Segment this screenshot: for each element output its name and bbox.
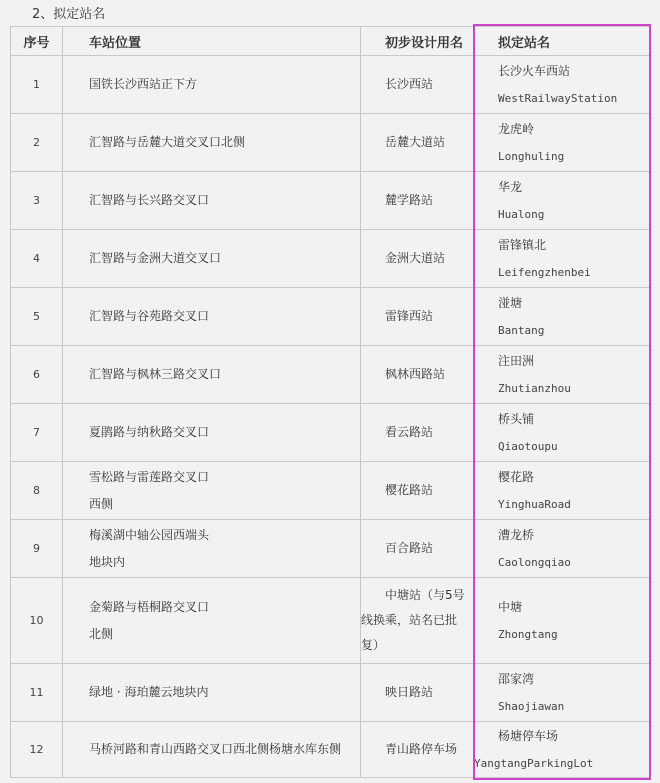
row-station-name: [474, 172, 650, 230]
station-zh: 龙虎岭: [498, 122, 535, 136]
row-station-name: [474, 56, 650, 114]
row-location: 汇智路与岳麓大道交叉口北侧: [63, 114, 361, 172]
table-row: [11, 664, 650, 722]
row-prelim-name: 枫林西路站: [361, 346, 474, 404]
station-zh: 邵家湾: [498, 672, 535, 686]
row-station-name: [474, 114, 650, 172]
row-num: 8: [11, 462, 63, 520]
row-prelim-name: 百合路站: [361, 520, 474, 578]
station-name-table: [10, 26, 650, 778]
location-line: 西侧: [89, 496, 114, 511]
row-prelim-name: 雷锋西站: [361, 288, 474, 346]
prelim-line: 线换乘，站名已批: [361, 613, 458, 627]
row-num: 10: [11, 578, 63, 664]
row-num: 3: [11, 172, 63, 230]
row-station-name: [474, 462, 650, 520]
row-num: 7: [11, 404, 63, 462]
table-row: [11, 404, 650, 462]
row-prelim-name: 岳麓大道站: [361, 114, 474, 172]
row-num: 11: [11, 664, 63, 722]
location-line: 雪松路与雷莲路交叉口: [89, 469, 210, 484]
location-line: 地块内: [89, 554, 126, 569]
location-line: 北侧: [89, 626, 114, 641]
station-en: Bantang: [498, 324, 545, 337]
row-station-name: [474, 520, 650, 578]
row-location: 马桥河路和青山西路交叉口西北侧杨塘水库东侧: [63, 722, 361, 778]
row-location: 汇智路与长兴路交叉口: [63, 172, 361, 230]
header-station-name: 拟定站名: [474, 27, 650, 56]
row-prelim-name: 青山路停车场: [361, 722, 474, 778]
row-prelim-name: 映日路站: [361, 664, 474, 722]
row-location: 夏鹃路与纳秋路交叉口: [63, 404, 361, 462]
station-zh: 注田洲: [498, 354, 535, 368]
station-zh: 樱花路: [498, 470, 535, 484]
table-row: [11, 346, 650, 404]
row-location: [63, 462, 361, 520]
station-en: Caolongqiao: [498, 556, 571, 569]
row-num: 6: [11, 346, 63, 404]
station-en: Qiaotoupu: [498, 440, 558, 453]
header-prelim-name: 初步设计用名: [361, 27, 474, 56]
table-row: [11, 56, 650, 114]
row-location: [63, 578, 361, 664]
header-location: 车站位置: [63, 27, 361, 56]
station-zh: 中塘: [498, 600, 523, 614]
row-station-name: [474, 578, 650, 664]
row-location: 绿地 · 海珀麓云地块内: [63, 664, 361, 722]
row-location: 国铁长沙西站正下方: [63, 56, 361, 114]
station-en: Shaojiawan: [498, 700, 565, 713]
table-row: [11, 114, 650, 172]
row-prelim-name: 看云路站: [361, 404, 474, 462]
station-zh: 漕龙桥: [498, 528, 535, 542]
station-zh: 桥头铺: [498, 412, 535, 426]
station-en: YinghuaRoad: [498, 498, 571, 511]
station-zh: 华龙: [498, 180, 523, 194]
table-row: [11, 230, 650, 288]
station-zh: 长沙火车西站: [498, 64, 571, 78]
row-station-name: [474, 230, 650, 288]
table-row: [11, 578, 650, 664]
row-prelim-name: 长沙西站: [361, 56, 474, 114]
row-station-name: [474, 722, 650, 778]
section-heading: 2、拟定站名: [32, 7, 106, 22]
row-station-name: [474, 346, 650, 404]
table-row: [11, 722, 650, 778]
row-num: 2: [11, 114, 63, 172]
station-en: Zhutianzhou: [498, 382, 571, 395]
station-zh: 湴塘: [498, 296, 523, 310]
row-prelim-name: 金洲大道站: [361, 230, 474, 288]
row-prelim-name: 樱花路站: [361, 462, 474, 520]
row-num: 1: [11, 56, 63, 114]
row-location: 汇智路与金洲大道交叉口: [63, 230, 361, 288]
row-location: 汇智路与谷苑路交叉口: [63, 288, 361, 346]
table-row: [11, 520, 650, 578]
station-zh: 杨塘停车场: [498, 729, 559, 743]
station-en: Zhongtang: [498, 628, 558, 641]
station-en: YangtangParkingLot: [474, 757, 594, 770]
table-row: [11, 288, 650, 346]
row-station-name: [474, 664, 650, 722]
row-location: [63, 520, 361, 578]
station-en: Leifengzhenbei: [498, 266, 591, 279]
station-en: Hualong: [498, 208, 545, 221]
prelim-line: 复）: [361, 638, 386, 652]
table-row: [11, 462, 650, 520]
row-num: 12: [11, 722, 63, 778]
row-prelim-name: [361, 578, 474, 664]
row-num: 4: [11, 230, 63, 288]
row-location: 汇智路与枫林三路交叉口: [63, 346, 361, 404]
location-line: 金菊路与梧桐路交叉口: [89, 599, 210, 614]
row-station-name: [474, 288, 650, 346]
station-en: WestRailwayStation: [498, 92, 618, 105]
row-num: 5: [11, 288, 63, 346]
row-num: 9: [11, 520, 63, 578]
row-prelim-name: 麓学路站: [361, 172, 474, 230]
location-line: 梅溪湖中轴公园西端头: [89, 527, 210, 542]
table-header-row: [11, 27, 650, 56]
prelim-line: 中塘站（与5号: [385, 588, 465, 602]
row-station-name: [474, 404, 650, 462]
station-zh: 雷锋镇北: [498, 238, 547, 252]
station-en: Longhuling: [498, 150, 565, 163]
table-row: [11, 172, 650, 230]
header-num: 序号: [11, 27, 63, 56]
